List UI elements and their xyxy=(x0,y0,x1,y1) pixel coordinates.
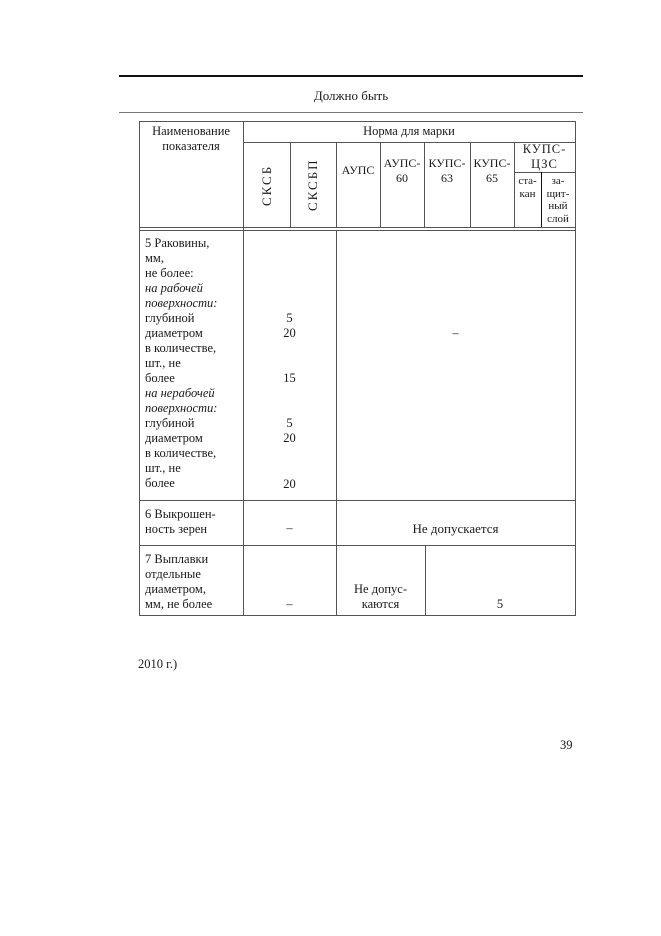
header-col-kups63-line1: КУПС- xyxy=(428,156,466,170)
table-border-right xyxy=(575,121,576,615)
row5-name-line: шт., не xyxy=(145,461,181,475)
header-col-kups63 xyxy=(424,156,470,186)
row5-name-line: на нерабочей xyxy=(145,386,215,400)
header-col-stakan xyxy=(514,175,541,200)
header-zashchitny-line: щит- xyxy=(546,187,570,200)
table-border-bottom xyxy=(139,615,576,616)
header-name-line1: Наименование xyxy=(152,124,230,138)
row7-aups-value-line1: Не допус- xyxy=(354,582,407,596)
header-double-line-2 xyxy=(139,230,576,231)
row5-name-line: в количестве, xyxy=(145,446,217,460)
header-col-kups65 xyxy=(470,156,514,186)
row6-others-value: Не допускается xyxy=(412,521,499,536)
table-border-top xyxy=(139,121,576,122)
row5-working-depth: 5 xyxy=(286,311,293,325)
kups-czs-underline xyxy=(514,172,575,173)
row-divider xyxy=(139,500,576,501)
section-rule xyxy=(119,112,583,113)
col-divider xyxy=(336,142,337,228)
row5-name-line: глубиной xyxy=(145,416,195,430)
row5-name-line: мм, xyxy=(145,251,164,265)
row7-name-line: 7 Выплавки xyxy=(145,552,209,566)
col-divider-body xyxy=(336,230,337,615)
col-divider xyxy=(290,142,291,228)
row5-name-line: поверхности: xyxy=(145,401,218,415)
header-stakan-line: кан xyxy=(519,187,536,200)
header-double-line-1 xyxy=(139,227,576,228)
header-zashchitny-line: за- xyxy=(551,175,565,187)
row5-name-line: шт., не xyxy=(145,356,181,370)
header-col-sksb: СКСБ xyxy=(259,164,274,206)
header-kups-czs-line1: КУПС- xyxy=(522,142,567,156)
row5-nonworking-diameter: 20 xyxy=(283,431,296,445)
section-title: Должно быть xyxy=(313,88,389,103)
row5-others-value: – xyxy=(452,326,459,340)
row7-others-value: 5 xyxy=(496,597,504,611)
row5-name-line: глубиной xyxy=(145,311,195,325)
row7-name-line: мм, не более xyxy=(145,597,213,611)
header-col-aups60-line1: АУПС- xyxy=(383,156,421,170)
row5-name-line: диаметром xyxy=(145,431,203,445)
row6-name xyxy=(145,507,243,537)
row6-name-line: 6 Выкрошен- xyxy=(145,507,216,521)
header-norm-group: Норма для марки xyxy=(363,124,455,138)
row5-name-line: 5 Раковины, xyxy=(145,236,210,250)
row5-name-line: поверхности: xyxy=(145,296,218,310)
page-number: 39 xyxy=(560,738,573,752)
row5-name-line: диаметром xyxy=(145,326,203,340)
row7-aups-value xyxy=(336,582,425,612)
header-col-kups65-line2: 65 xyxy=(486,171,498,185)
row5-name-line: на рабочей xyxy=(145,281,203,295)
header-col-sksbp: СКСБП xyxy=(305,158,320,212)
row5-working-diameter: 20 xyxy=(283,326,296,340)
row7-name-line: диаметром, xyxy=(145,582,206,596)
row7-name xyxy=(145,552,243,612)
row5-nonworking-depth: 5 xyxy=(286,416,293,430)
row7-name-line: отдельные xyxy=(145,567,201,581)
header-col-aups60 xyxy=(380,156,424,186)
header-stakan-line: ста- xyxy=(518,175,537,187)
header-name-col xyxy=(139,124,243,154)
row5-name-line: не более: xyxy=(145,266,194,280)
header-zashchitny-line: ный xyxy=(548,200,568,212)
row5-name-line: более xyxy=(145,371,175,385)
row6-sksb-value: – xyxy=(286,521,293,535)
row5-name xyxy=(145,236,243,491)
header-name-line2: показателя xyxy=(162,139,220,153)
header-col-kups-czs xyxy=(514,142,575,172)
header-col-kups65-line1: КУПС- xyxy=(473,156,511,170)
row7-sksb-value: – xyxy=(286,597,293,611)
header-col-zashchitny xyxy=(541,175,575,225)
row7-aups-value-line2: каются xyxy=(361,597,400,611)
header-col-aups: АУПС xyxy=(341,163,375,177)
row5-name-line: более xyxy=(145,476,175,490)
footer-note: 2010 г.) xyxy=(138,657,178,671)
header-col-aups60-line2: 60 xyxy=(396,171,408,185)
header-col-kups63-line2: 63 xyxy=(441,171,453,185)
row-divider xyxy=(139,545,576,546)
top-rule xyxy=(119,75,583,77)
row5-nonworking-count: 20 xyxy=(283,477,296,491)
row5-working-count: 15 xyxy=(283,371,296,385)
row6-name-line: ность зерен xyxy=(145,522,208,536)
header-kups-czs-line2: ЦЗС xyxy=(531,157,558,171)
row5-name-line: в количестве, xyxy=(145,341,217,355)
table-border-left xyxy=(139,121,140,615)
header-zashchitny-line: слой xyxy=(547,212,569,225)
